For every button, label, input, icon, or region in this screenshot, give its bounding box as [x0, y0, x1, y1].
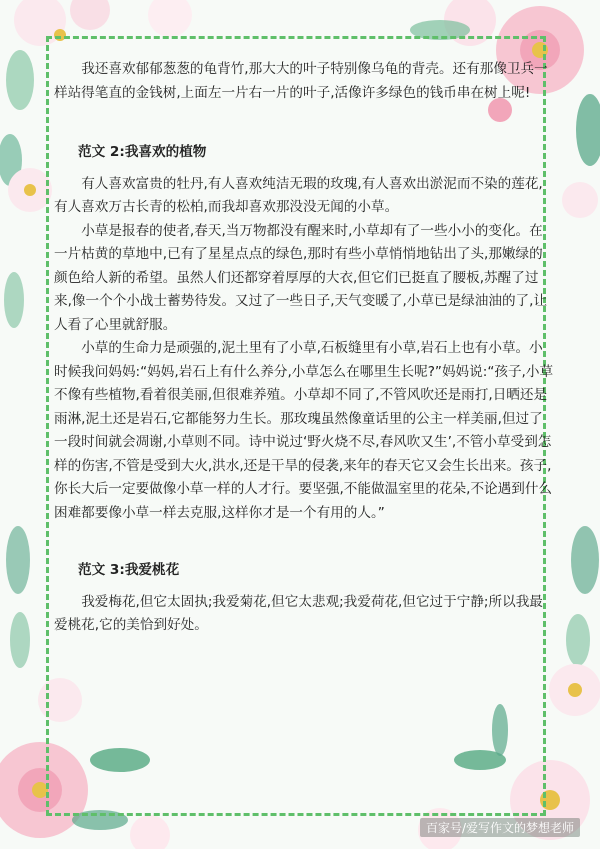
article-body — [54, 58, 554, 638]
section-title-2: 范文 2:我喜欢的植物 — [78, 144, 207, 160]
paragraph-intro: 我还喜欢郁郁葱葱的龟背竹,那大大的叶子特别像乌龟的背壳。还有那像卫兵一样站得笔直的金钱树,上面左一片右一片的叶子,活像许多绿色的钱币串在树上呢! — [54, 61, 548, 101]
watermark: 百家号/爱写作文的梦想老师 — [420, 818, 580, 837]
leaves-left-icon — [4, 272, 30, 668]
paragraph: 小草的生命力是顽强的,泥土里有了小草,石板缝里有小草,岩石上也有小草。小时候我问妈妈:“妈妈,岩石上有什么养分,小草怎么在哪里生长呢?”妈妈说:“孩子,小草不像有些植物,看着很美丽,但很难养殖。小草却不同了,不管风吹还是雨打,日晒还是雨淋,泥土还是岩石,它都能努力生长。那玫瑰虽然像童话里的公主一样美丽,但过了一段时间就会凋谢,小草则不同。诗中说过‘野火烧不尽,春风吹又生’,不管小草受到怎样的伤害,不管是受到大火,洪水,还是干旱的侵袭,来年的春天它又会生长出来。孩子,你长大后一定要做像小草一样的人才行。要坚强,不能做温室里的花朵,不论遇到什么困难都要像小草一样去克服,这样你才是一个有用的人。” — [54, 340, 554, 521]
paragraph: 我爱梅花,但它太固执;我爱菊花,但它太悲观;我爱荷花,但它过于宁静;所以我最爱桃花,它的美恰到好处。 — [54, 593, 543, 633]
paragraph: 小草是报春的使者,春天,当万物都没有醒来时,小草却有了一些小小的变化。在一片枯黄的草地中,已有了星星点点的绿色,那时有些小草悄悄地钻出了头,那嫩绿的颜色给人新的希望。虽然人们还都穿着厚厚的大衣,但它们已挺直了腰板,苏醒了过来,像一个个小战士蓄势待发。又过了一些日子,天气变暖了,小草已是绿油油的了,让人看了心里就舒服。 — [54, 222, 548, 333]
section-title-3: 范文 3:我爱桃花 — [78, 562, 180, 578]
leaves-right-icon — [549, 526, 600, 716]
paragraph: 有人喜欢富贵的牡丹,有人喜欢纯洁无瑕的玫瑰,有人喜欢出淤泥而不染的莲花,有人喜欢万古长青的松柏,而我却喜欢那没没无闻的小草。 — [54, 175, 543, 215]
